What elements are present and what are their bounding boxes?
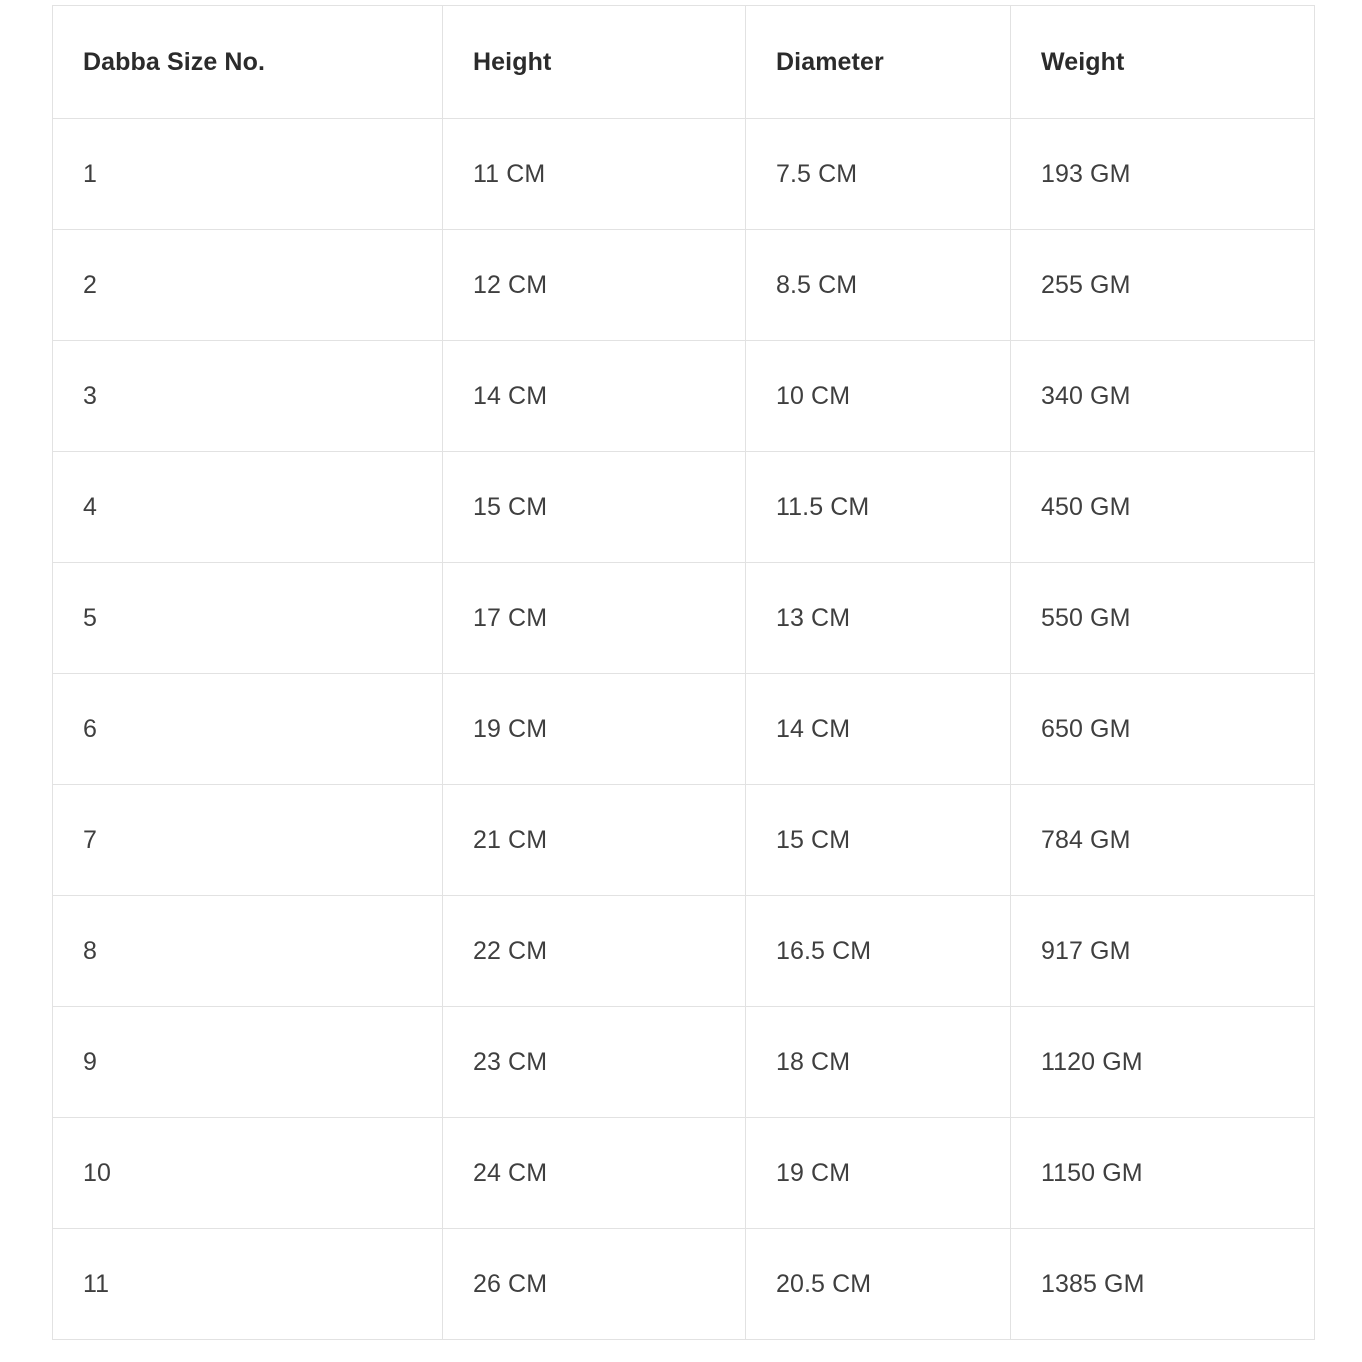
cell-weight: 1385 GM [1011, 1229, 1315, 1340]
cell-size-no: 5 [53, 563, 443, 674]
table-row [53, 785, 1315, 896]
table-header-row [53, 6, 1315, 119]
table-row [53, 119, 1315, 230]
cell-height: 23 CM [443, 1007, 746, 1118]
cell-size-no: 7 [53, 785, 443, 896]
table-row [53, 1007, 1315, 1118]
cell-height: 11 CM [443, 119, 746, 230]
table-row [53, 341, 1315, 452]
cell-diameter: 16.5 CM [746, 896, 1011, 1007]
column-header-dabba-size-no: Dabba Size No. [53, 6, 443, 119]
cell-height: 26 CM [443, 1229, 746, 1340]
cell-height: 21 CM [443, 785, 746, 896]
cell-diameter: 7.5 CM [746, 119, 1011, 230]
cell-size-no: 11 [53, 1229, 443, 1340]
cell-weight: 450 GM [1011, 452, 1315, 563]
cell-diameter: 18 CM [746, 1007, 1011, 1118]
cell-weight: 650 GM [1011, 674, 1315, 785]
table-row [53, 1229, 1315, 1340]
cell-size-no: 2 [53, 230, 443, 341]
cell-weight: 917 GM [1011, 896, 1315, 1007]
table-row [53, 563, 1315, 674]
table-header [53, 6, 1315, 119]
dabba-size-table [52, 5, 1315, 1340]
cell-height: 22 CM [443, 896, 746, 1007]
cell-diameter: 10 CM [746, 341, 1011, 452]
cell-weight: 1150 GM [1011, 1118, 1315, 1229]
cell-height: 14 CM [443, 341, 746, 452]
cell-size-no: 3 [53, 341, 443, 452]
cell-size-no: 10 [53, 1118, 443, 1229]
cell-diameter: 19 CM [746, 1118, 1011, 1229]
cell-diameter: 8.5 CM [746, 230, 1011, 341]
cell-size-no: 1 [53, 119, 443, 230]
column-header-diameter: Diameter [746, 6, 1011, 119]
table-row [53, 230, 1315, 341]
cell-weight: 255 GM [1011, 230, 1315, 341]
cell-size-no: 9 [53, 1007, 443, 1118]
cell-diameter: 15 CM [746, 785, 1011, 896]
column-header-height: Height [443, 6, 746, 119]
cell-height: 24 CM [443, 1118, 746, 1229]
cell-weight: 193 GM [1011, 119, 1315, 230]
table-row [53, 1118, 1315, 1229]
cell-weight: 784 GM [1011, 785, 1315, 896]
cell-diameter: 11.5 CM [746, 452, 1011, 563]
cell-weight: 550 GM [1011, 563, 1315, 674]
cell-height: 17 CM [443, 563, 746, 674]
cell-diameter: 13 CM [746, 563, 1011, 674]
table-row [53, 452, 1315, 563]
table-row [53, 896, 1315, 1007]
cell-weight: 1120 GM [1011, 1007, 1315, 1118]
cell-height: 12 CM [443, 230, 746, 341]
column-header-weight: Weight [1011, 6, 1315, 119]
cell-size-no: 8 [53, 896, 443, 1007]
cell-diameter: 14 CM [746, 674, 1011, 785]
cell-size-no: 4 [53, 452, 443, 563]
table-row [53, 674, 1315, 785]
cell-height: 19 CM [443, 674, 746, 785]
cell-diameter: 20.5 CM [746, 1229, 1011, 1340]
size-chart-container [52, 5, 1314, 1340]
table-body [53, 119, 1315, 1340]
cell-height: 15 CM [443, 452, 746, 563]
cell-weight: 340 GM [1011, 341, 1315, 452]
cell-size-no: 6 [53, 674, 443, 785]
